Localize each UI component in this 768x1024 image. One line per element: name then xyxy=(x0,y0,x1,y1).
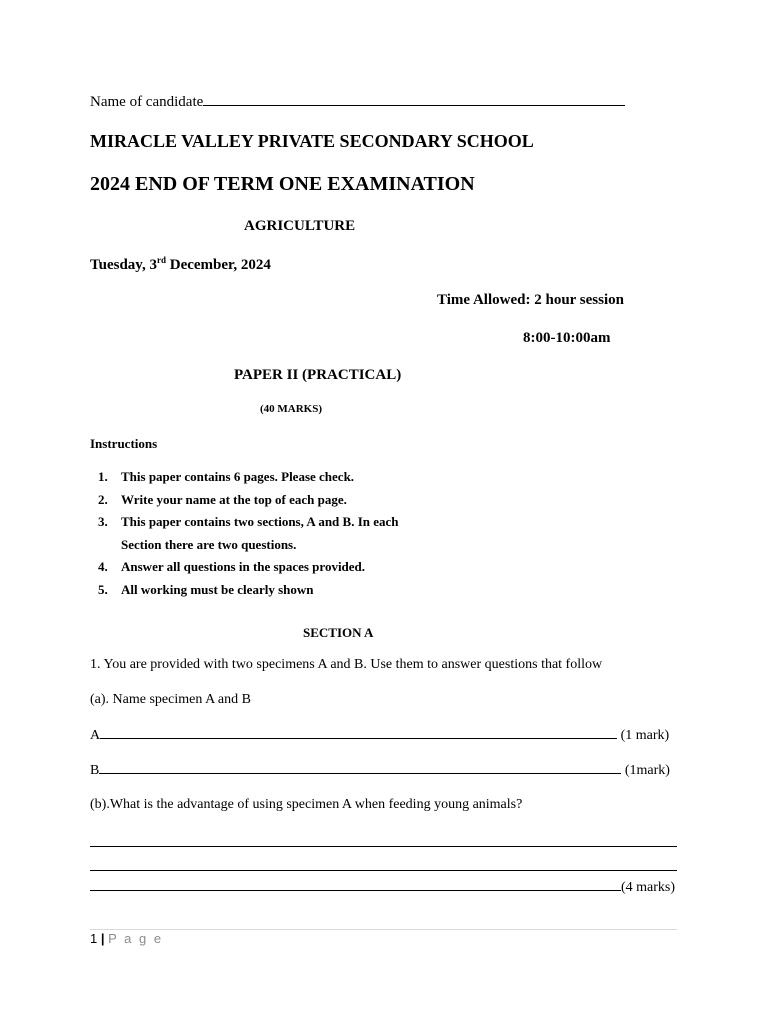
page-footer xyxy=(90,931,163,946)
question-1a: (a). Name specimen A and B xyxy=(90,692,251,707)
instruction-item: 3. This paper contains two sections, A and B. In each xyxy=(98,514,399,529)
school-name: MIRACLE VALLEY PRIVATE SECONDARY SCHOOL xyxy=(90,131,534,151)
page-label: P a g e xyxy=(108,931,164,946)
answer-line-marks-row[interactable] xyxy=(90,880,675,896)
answer-line xyxy=(90,889,621,891)
page-number: 1 xyxy=(90,931,98,946)
exam-date-suffix: December, 2024 xyxy=(165,257,271,273)
footer-separator: | xyxy=(100,931,105,946)
exam-date-sup: rd xyxy=(156,255,166,265)
instructions-heading: Instructions xyxy=(90,436,158,451)
question-1b-marks: (4 marks) xyxy=(621,880,676,895)
instruction-item: Section there are two questions. xyxy=(121,536,297,552)
time-allowed: Time Allowed: 2 hour session xyxy=(437,292,624,308)
answer-b-label: B xyxy=(90,763,100,778)
answer-line[interactable] xyxy=(90,846,677,847)
answer-line[interactable] xyxy=(90,870,677,871)
paper-title: PAPER II (PRACTICAL) xyxy=(234,367,402,383)
instruction-item: 2. Write your name at the top of each page. xyxy=(98,491,347,507)
instruction-item: 5. All working must be clearly shown xyxy=(98,581,314,597)
answer-b-marks: (1mark) xyxy=(624,763,670,778)
question-1: 1. You are provided with two specimens A and B. Use them to answer questions that follow xyxy=(90,657,603,672)
instructions-list xyxy=(90,466,399,601)
subject-title: AGRICULTURE xyxy=(244,218,356,234)
exam-date-prefix: Tuesday, 3 xyxy=(90,257,157,273)
candidate-name-field[interactable] xyxy=(90,94,625,111)
answer-b-field[interactable] xyxy=(90,763,670,779)
footer-divider xyxy=(90,929,677,930)
answer-a-marks: (1 mark) xyxy=(620,728,670,743)
answer-b-line xyxy=(99,772,621,774)
instruction-item: 4. Answer all questions in the spaces provided. xyxy=(98,559,366,574)
candidate-name-line xyxy=(203,104,625,106)
answer-a-field[interactable] xyxy=(90,728,669,744)
section-a-title: SECTION A xyxy=(303,625,374,640)
exam-date xyxy=(90,255,271,274)
session-time: 8:00-10:00am xyxy=(523,330,611,346)
question-1b: (b).What is the advantage of using specimen A when feeding young animals? xyxy=(90,797,523,812)
candidate-name-label: Name of candidate xyxy=(90,94,204,110)
instruction-item: 1. This paper contains 6 pages. Please check. xyxy=(98,469,355,484)
exam-title: 2024 END OF TERM ONE EXAMINATION xyxy=(90,173,475,195)
total-marks: (40 MARKS) xyxy=(260,403,323,415)
answer-a-line xyxy=(100,737,617,739)
answer-a-label: A xyxy=(90,728,101,743)
